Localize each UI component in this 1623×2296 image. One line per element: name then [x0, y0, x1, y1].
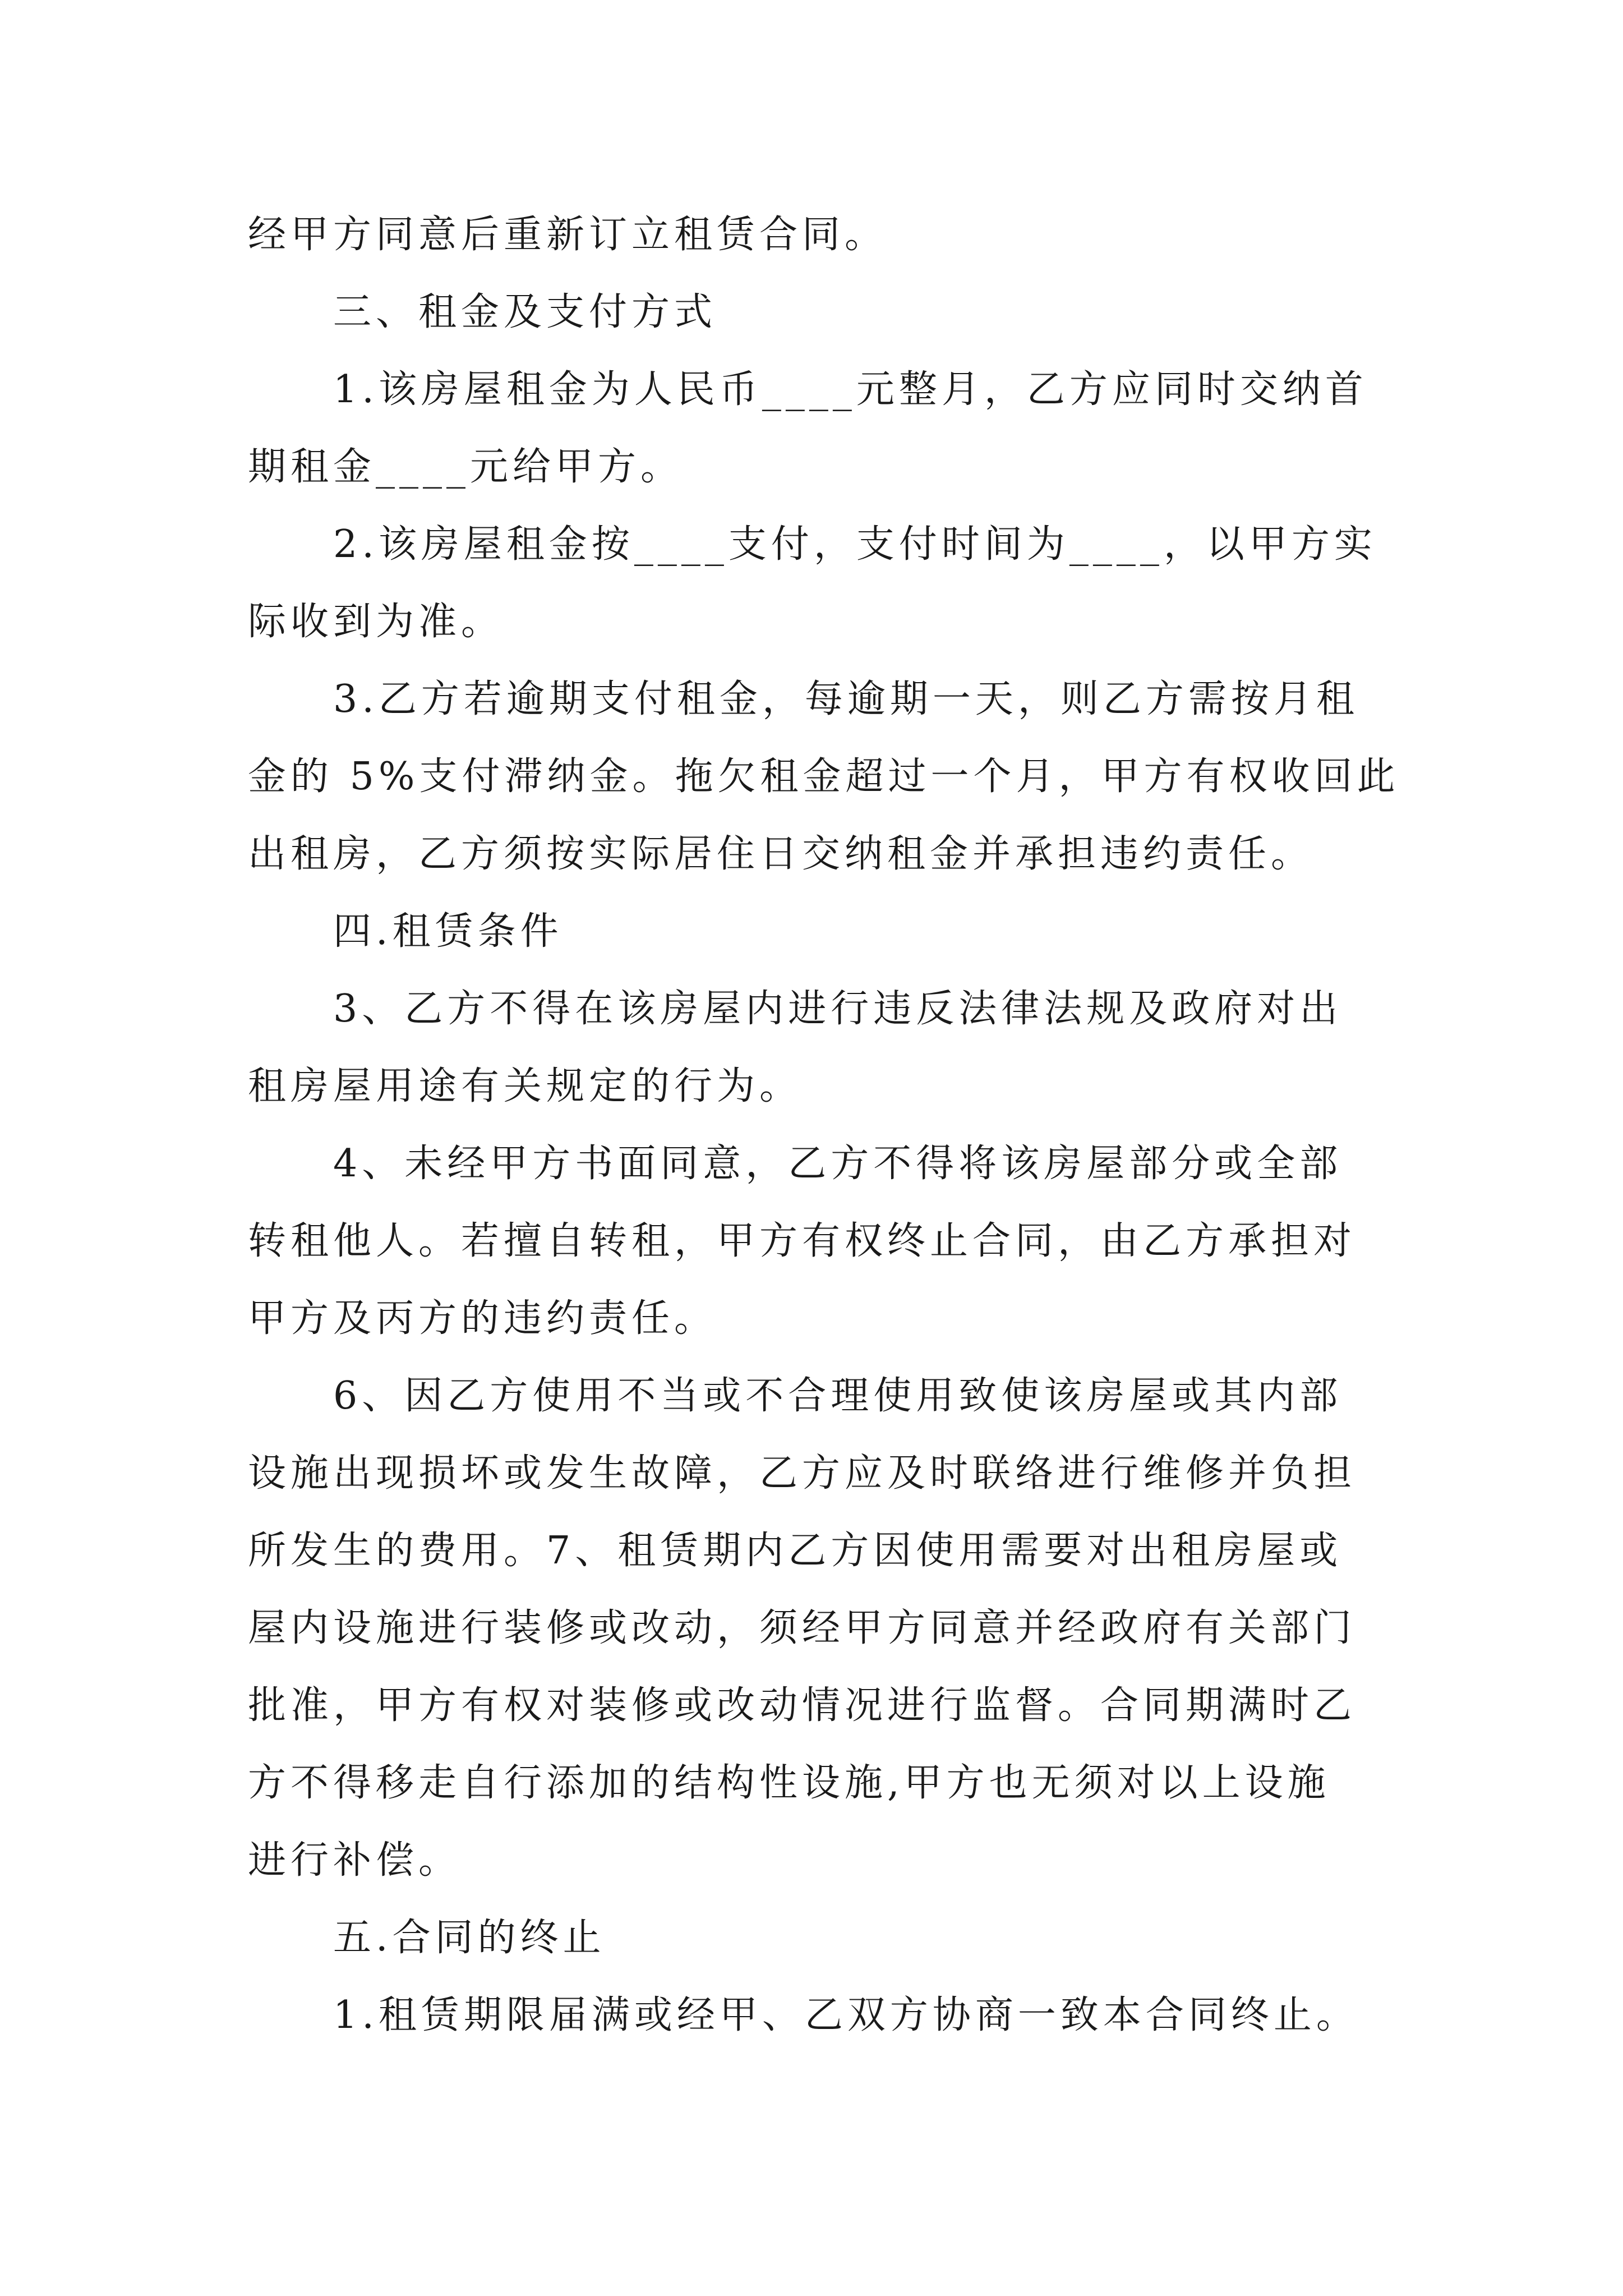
- text-line: 所发生的费用。7、租赁期内乙方因使用需要对出租房屋或: [248, 1529, 1343, 1573]
- text-line: 进行补偿。: [248, 1838, 462, 1883]
- text-line: 设施出现损坏或发生故障，乙方应及时联络进行维修并负担: [248, 1451, 1357, 1496]
- text-line: 1.租赁期限届满或经甲、乙双方协商一致本合同终止。: [333, 1993, 1359, 2037]
- section-heading: 四.租赁条件: [333, 909, 563, 954]
- text-line: 6、因乙方使用不当或不合理使用致使该房屋或其内部: [333, 1374, 1343, 1418]
- text-line: 3.乙方若逾期支付租金，每逾期一天，则乙方需按月租: [333, 677, 1359, 721]
- text-line: 租房屋用途有关规定的行为。: [248, 1064, 803, 1108]
- text-line: 甲方及丙方的违约责任。: [248, 1296, 717, 1341]
- text-line: 批准，甲方有权对装修或改动情况进行监督。合同期满时乙: [248, 1683, 1357, 1728]
- text-line: 出租房，乙方须按实际居住日交纳租金并承担违约责任。: [248, 832, 1314, 876]
- text-line: 4、未经甲方书面同意，乙方不得将该房屋部分或全部: [333, 1142, 1343, 1186]
- text-line: 经甲方同意后重新订立租赁合同。: [248, 213, 888, 257]
- section-heading: 三、租金及支付方式: [333, 290, 717, 334]
- text-line: 际收到为准。: [248, 600, 504, 644]
- text-line: 期租金____元给甲方。: [248, 445, 684, 489]
- document-body: [248, 196, 1400, 2054]
- section-heading: 五.合同的终止: [333, 1916, 606, 1960]
- text-line: 方不得移走自行添加的结构性设施,甲方也无须对以上设施: [248, 1761, 1330, 1805]
- text-line: 转租他人。若擅自转租，甲方有权终止合同，由乙方承担对: [248, 1219, 1357, 1263]
- text-line: 3、乙方不得在该房屋内进行违反法律法规及政府对出: [333, 987, 1343, 1031]
- text-line: 金的 5%支付滞纳金。拖欠租金超过一个月，甲方有权收回此: [248, 754, 1400, 799]
- text-line: 1.该房屋租金为人民币____元整月，乙方应同时交纳首: [333, 367, 1368, 412]
- text-line: 2.该房屋租金按____支付，支付时间为____，以甲方实: [333, 522, 1377, 567]
- text-line: 屋内设施进行装修或改动，须经甲方同意并经政府有关部门: [248, 1606, 1357, 1650]
